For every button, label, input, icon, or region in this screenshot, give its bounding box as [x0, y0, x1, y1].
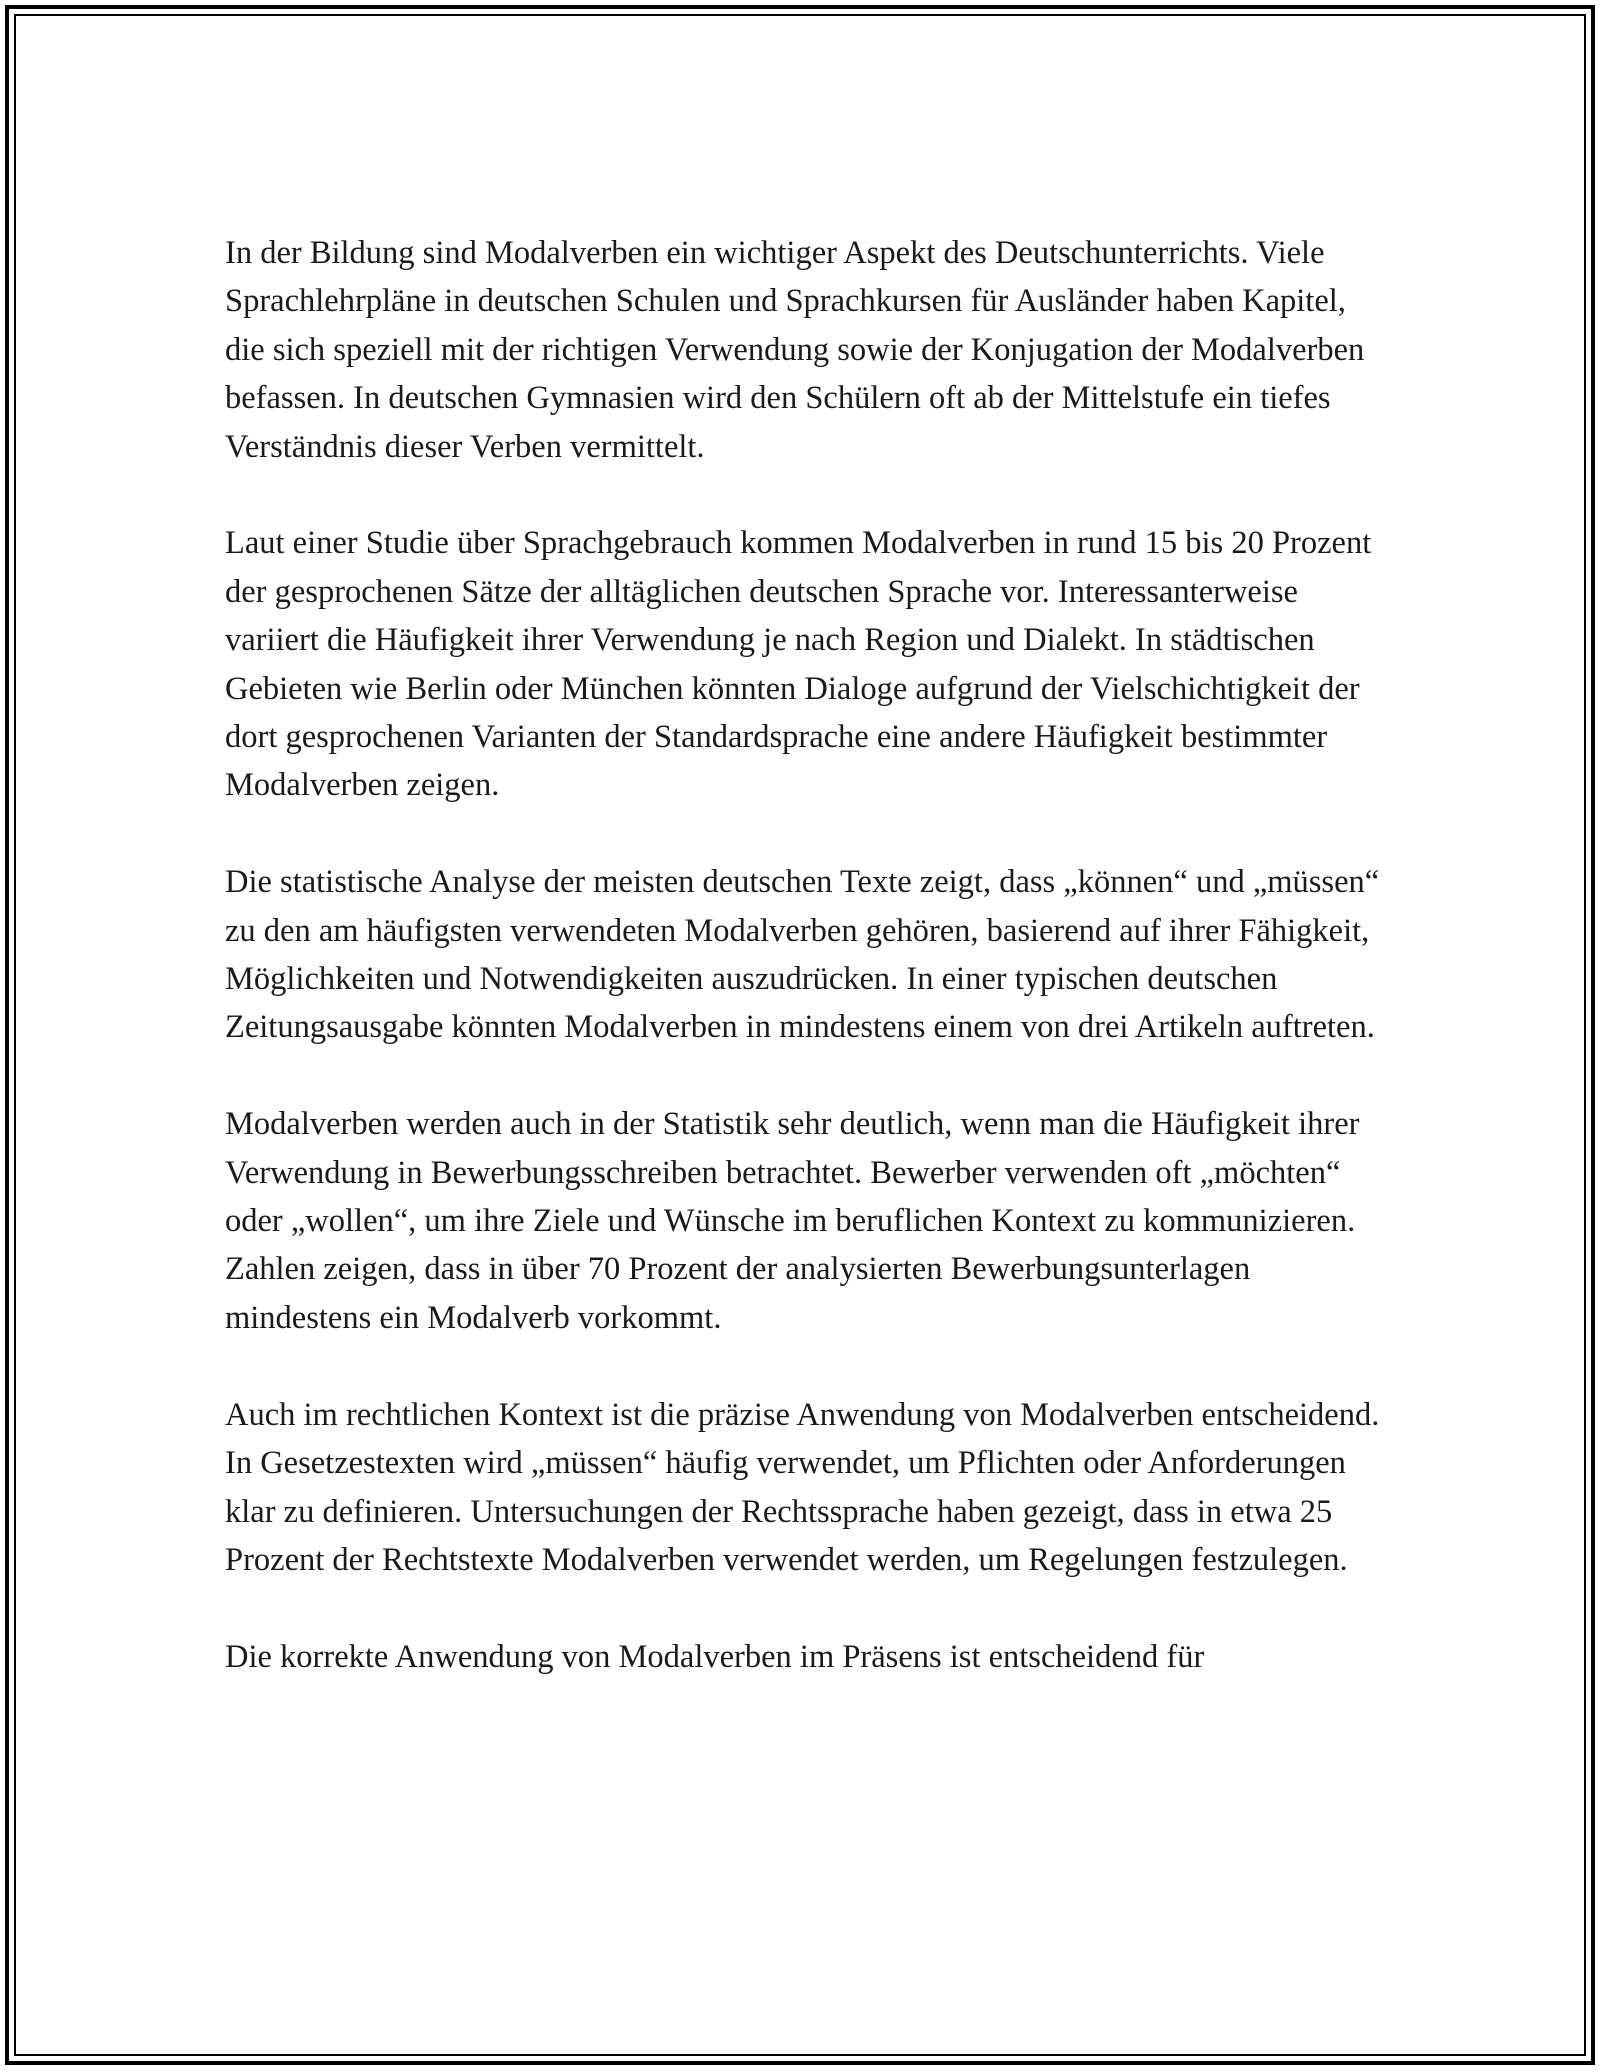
paragraph-applications: Modalverben werden auch in der Statistik sehr deutlich, wenn man die Häufigkeit ihrer Verwendung in Bewerbungsschreiben betrachtet. Bewerber verwenden oft „möchten“ oder „wollen“, um ihre Ziele und Wünsche im beruflichen Kontext zu kommunizieren. Zahlen zeigen, dass in über 70 Prozent der analysierten Bewerbungsunterlagen mindestens ein Modalverb vorkommt.	[225, 1106, 1360, 1336]
paragraph-usage-study: Laut einer Studie über Sprachgebrauch kommen Modalverben in rund 15 bis 20 Prozent der gesprochenen Sätze der alltäglichen deutschen Sprache vor. Interessanterweise variiert die Häufigkeit ihrer Verwendung je nach Region und Dialekt. In städtischen Gebieten wie Berlin oder München könnten Dialoge aufgrund der Vielschichtigkeit der dort gesprochenen Varianten der Standardsprache eine andere Häufigkeit bestimmter Modalverben zeigen.	[225, 525, 1372, 804]
paragraph-statistical-analysis: Die statistische Analyse der meisten deutschen Texte zeigt, dass „können“ und „müssen“ zu den am häufigsten verwendeten Modalverben gehören, basierend auf ihrer Fähigkeit, Möglichkeiten und Notwendigkeiten auszudrücken. In einer typischen deutschen Zeitungsausgabe könnten Modalverben in mindestens einem von drei Artikeln auftreten.	[225, 864, 1380, 1046]
paragraph-education: In der Bildung sind Modalverben ein wichtiger Aspekt des Deutschunterrichts. Viele Sprachlehrpläne in deutschen Schulen und Sprachkursen für Ausländer haben Kapitel, die sich speziell mit der richtigen Verwendung sowie der Konjugation der Modalverben befassen. In deutschen Gymnasien wird den Schülern oft ab der Mittelstufe ein tiefes Verständnis dieser Verben vermittelt.	[225, 235, 1365, 465]
paragraph-present-tense: Die korrekte Anwendung von Modalverben im Präsens ist entscheidend für	[225, 1638, 1205, 1675]
paragraph-legal-context: Auch im rechtlichen Kontext ist die präzise Anwendung von Modalverben entscheidend. In Gesetzestexten wird „müssen“ häufig verwendet, um Pflichten oder Anforderungen klar zu definieren. Untersuchungen der Rechtssprache haben gezeigt, dass in etwa 25 Prozent der Rechtstexte Modalverben verwendet werden, um Regelungen festzulegen.	[225, 1396, 1380, 1578]
document-body	[225, 229, 1385, 1730]
